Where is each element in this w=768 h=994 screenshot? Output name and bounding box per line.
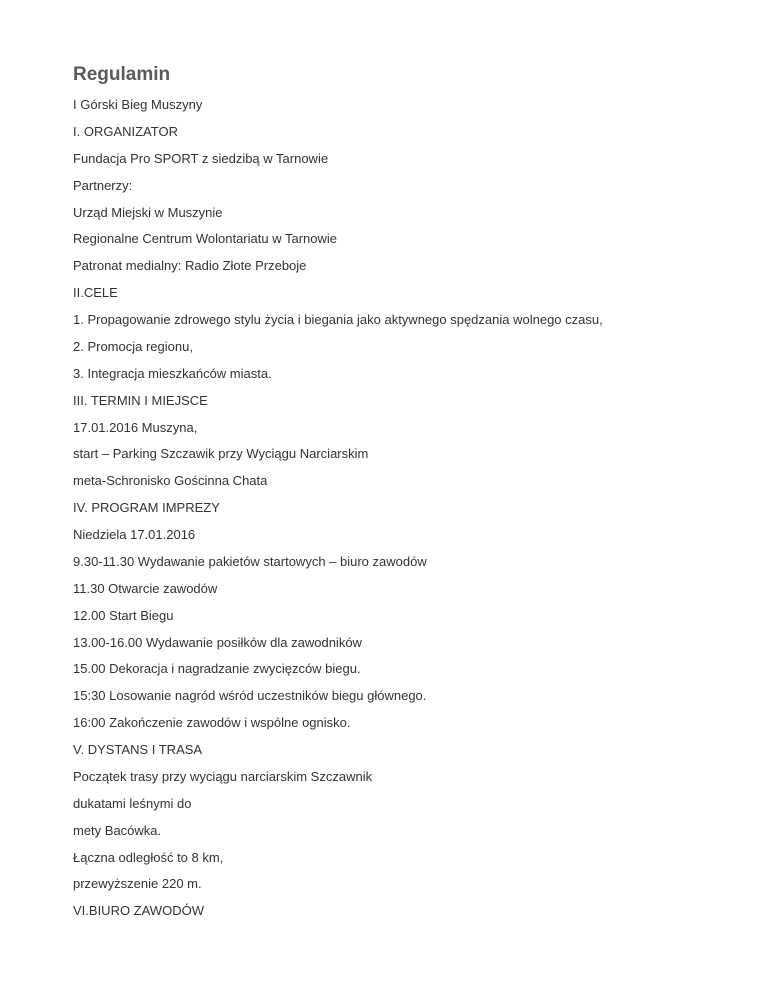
text-line: Patronat medialny: Radio Złote Przeboje: [73, 258, 307, 274]
text-line: Łączna odległość to 8 km,: [73, 849, 224, 865]
text-line: Partnerzy:: [73, 177, 133, 193]
text-line: dukatami leśnymi do: [73, 795, 192, 811]
text-line: 1. Propagowanie zdrowego stylu życia i biegania jako aktywnego spędzania wolnego czasu,: [73, 312, 603, 327]
text-line: 16:00 Zakończenie zawodów i wspólne ognisko.: [73, 715, 351, 731]
text-line: 15.00 Dekoracja i nagradzanie zwycięzców biegu.: [73, 661, 361, 677]
text-line: Fundacja Pro SPORT z siedzibą w Tarnowie: [73, 150, 329, 166]
text-line: I. ORGANIZATOR: [73, 123, 178, 139]
text-line: VI.BIURO ZAWODÓW: [73, 903, 204, 919]
text-line: 12.00 Start Biegu: [73, 607, 174, 623]
text-line: II.CELE: [73, 285, 118, 301]
text-line: I Górski Bieg Muszyny: [73, 97, 203, 112]
text-line: 17.01.2016 Muszyna,: [73, 419, 198, 435]
text-line: Początek trasy przy wyciągu narciarskim Szczawnik: [73, 768, 373, 784]
text-line: 11.30 Otwarcie zawodów: [73, 580, 218, 596]
text-line: Urząd Miejski w Muszynie: [73, 204, 223, 220]
text-line: III. TERMIN I MIEJSCE: [73, 392, 208, 408]
text-line: 3. Integracja mieszkańców miasta.: [73, 365, 272, 381]
text-line: 13.00-16.00 Wydawanie posiłków dla zawodników: [73, 634, 362, 650]
document-body: [73, 94, 603, 927]
text-line: 2. Promocja regionu,: [73, 338, 193, 354]
text-line: V. DYSTANS I TRASA: [73, 742, 203, 757]
text-line: Regionalne Centrum Wolontariatu w Tarnowie: [73, 231, 337, 247]
text-line: Niedziela 17.01.2016: [73, 527, 196, 542]
text-line: IV. PROGRAM IMPREZY: [73, 500, 220, 516]
text-line: meta-Schronisko Gościnna Chata: [73, 473, 268, 489]
text-line: 15:30 Losowanie nagród wśród uczestników biegu głównego.: [73, 688, 427, 704]
page-title: Regulamin: [73, 64, 171, 85]
text-line: przewyższenie 220 m.: [73, 876, 202, 892]
text-line: 9.30-11.30 Wydawanie pakietów startowych – biuro zawodów: [73, 553, 427, 569]
text-line: mety Bacówka.: [73, 822, 162, 838]
text-line: start – Parking Szczawik przy Wyciągu Narciarskim: [73, 446, 369, 462]
